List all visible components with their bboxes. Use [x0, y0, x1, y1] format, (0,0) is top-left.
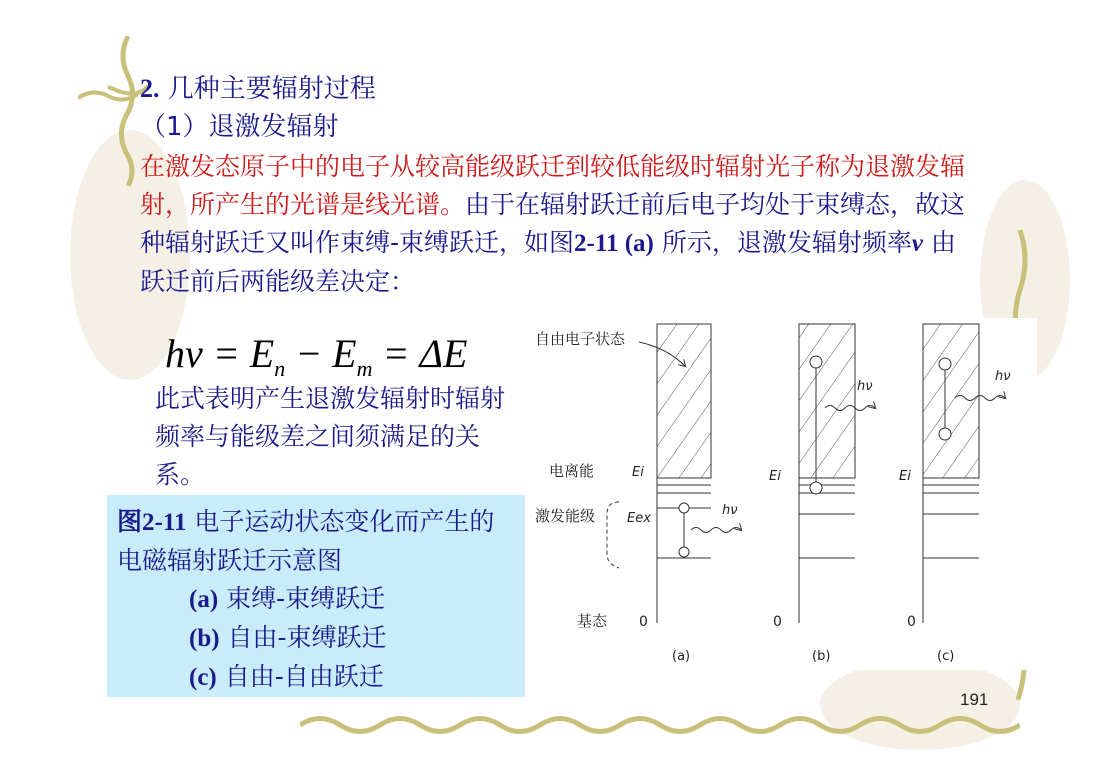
label-zero: 0 — [773, 614, 782, 630]
highlighted-definition: 在激发态原子中的电子从较高能级跃迁到较低能级时辐射光子称为退激发辐射，所产生的光谱是线光谱。 — [140, 152, 966, 219]
formula-subscript-m: m — [356, 356, 373, 381]
figure-reference: 2-11 (a) — [574, 230, 654, 257]
caption-item-c — [117, 658, 515, 697]
label-free-electron-state: 自由电子状态 — [535, 330, 626, 348]
label-ionization-energy: 电离能 — [549, 462, 595, 480]
excited-level-brace — [607, 502, 619, 568]
page-number: 191 — [960, 690, 989, 709]
formula-subscript-n: n — [274, 356, 286, 381]
label-ei: Ei — [769, 469, 781, 484]
caption-item-text: 自由-自由跃迁 — [216, 662, 384, 691]
caption-item-text: 自由-束缚跃迁 — [219, 623, 387, 652]
label-zero: 0 — [907, 614, 916, 630]
body-paragraph — [140, 148, 970, 301]
paragraph-text: 由于在辐射跃迁前后电子均处于束缚态，故这种辐射跃迁又叫作束缚-束缚跃迁，如图 — [140, 190, 966, 257]
label-ground-state: 基态 — [577, 612, 608, 630]
caption-item-tag: (a) — [189, 586, 219, 613]
caption-title — [117, 503, 515, 580]
formula-minus-term: − E — [285, 331, 357, 376]
paragraph-text: 由跃迁前后两能级差决定： — [140, 228, 956, 296]
panel-label: (c) — [937, 649, 955, 664]
label-zero: 0 — [639, 614, 648, 630]
panel-a — [627, 324, 741, 664]
caption-figure-number: 图2-11 — [117, 509, 187, 536]
formula-note: 此式表明产生退激发辐射时辐射频率与能级差之间须满足的关系。 — [155, 384, 506, 489]
panel-label: (b) — [812, 649, 831, 664]
electron-icon — [810, 482, 822, 494]
label-ei: Ei — [632, 465, 644, 480]
label-hv: hν — [995, 369, 1011, 384]
section-title: 几种主要辐射过程 — [167, 74, 376, 104]
label-ei: Ei — [899, 469, 911, 484]
label-eex: Eex — [627, 511, 651, 526]
panel-b — [769, 324, 875, 664]
section-heading — [140, 72, 376, 106]
figure-caption-box — [107, 495, 525, 697]
formula-rhs: = ΔE — [372, 331, 468, 376]
caption-title-text: 电子运动状态变化而产生的电磁辐射跃迁示意图 — [117, 507, 495, 575]
continuum-band — [799, 324, 855, 478]
electron-icon — [679, 503, 689, 513]
caption-item-b — [117, 619, 515, 658]
caption-item-a — [117, 580, 515, 619]
section-number: 2. — [140, 74, 160, 103]
continuum-band — [657, 324, 711, 478]
frequency-symbol: ν — [911, 230, 923, 257]
continuum-band — [923, 324, 979, 478]
electron-icon — [939, 428, 951, 440]
transition-diagram-svg — [527, 318, 1037, 670]
panel-c — [899, 324, 1011, 664]
label-hv: hν — [722, 503, 738, 518]
electron-icon — [810, 356, 822, 368]
vine-decoration-bottom — [300, 700, 1020, 750]
formula-lhs: hν = E — [165, 331, 275, 376]
label-excited-level: 激发能级 — [535, 507, 596, 525]
photon-wave-icon — [691, 528, 741, 533]
panel-label: (a) — [672, 649, 691, 664]
transition-diagram — [527, 318, 1037, 670]
label-hv: hν — [857, 379, 873, 394]
electron-icon — [679, 547, 689, 557]
caption-item-tag: (c) — [189, 664, 217, 691]
energy-formula — [165, 330, 505, 380]
paragraph-text: 所示，退激发辐射频率 — [653, 228, 912, 257]
subheading: （1）退激发辐射 — [140, 112, 339, 142]
vine-decoration-left-tail — [78, 80, 138, 110]
caption-item-tag: (b) — [189, 625, 220, 652]
caption-item-text: 束缚-束缚跃迁 — [218, 584, 386, 613]
electron-icon — [939, 358, 951, 370]
